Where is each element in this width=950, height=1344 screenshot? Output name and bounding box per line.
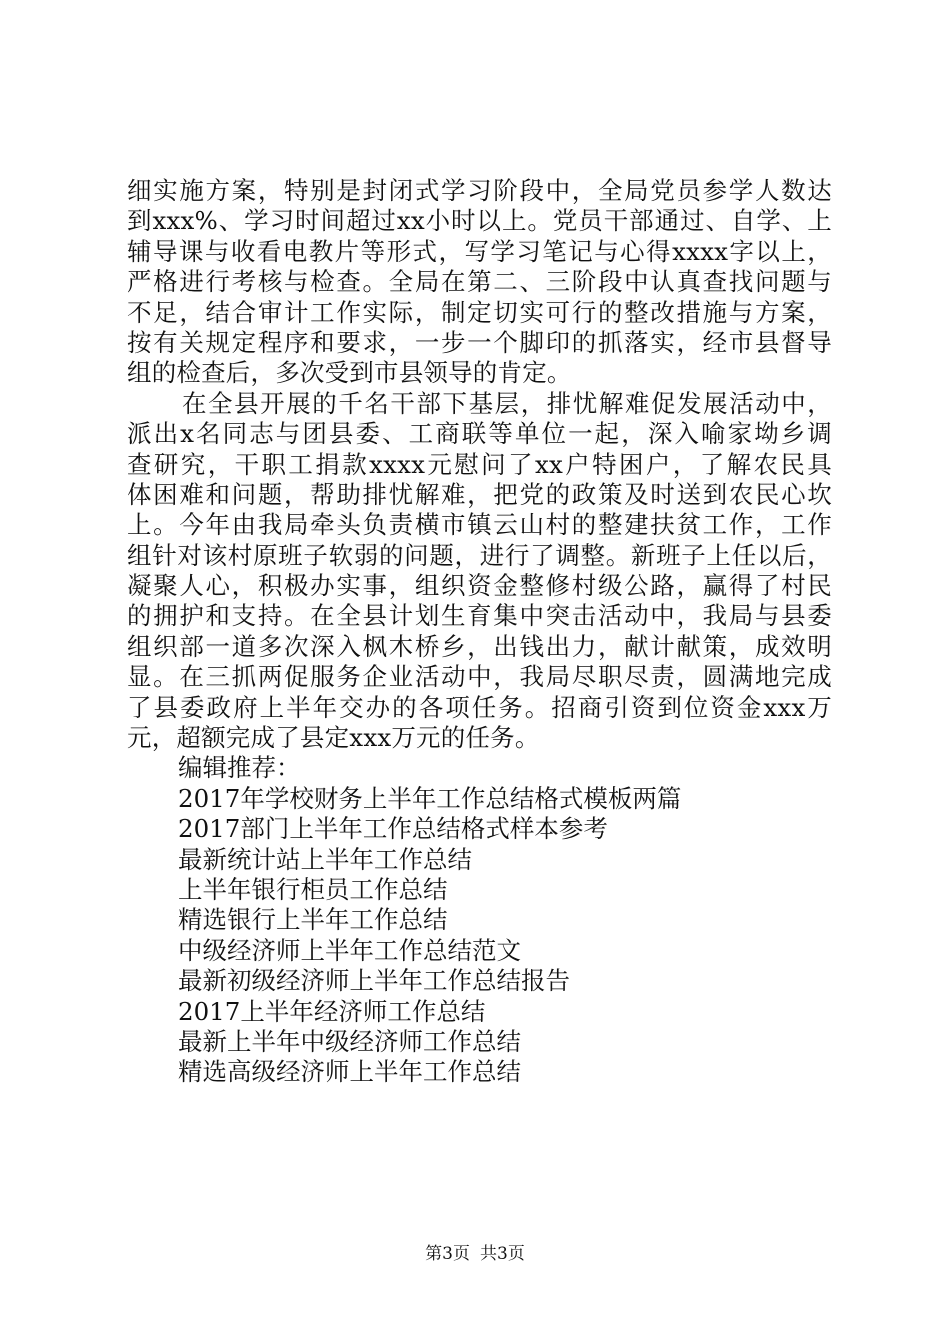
page-number: 第3页 <box>425 1244 470 1264</box>
text-line: 按有关规定程序和要求，一步一个脚印的抓落实，经市县督导 <box>127 327 832 357</box>
paragraph-1 <box>127 176 832 389</box>
recommend-link[interactable]: 上半年银行柜员工作总结 <box>178 874 448 904</box>
text-line: 体困难和问题，帮助排忧解难，把党的政策及时送到农民心坎 <box>127 479 832 509</box>
text-line: 组织部一道多次深入枫木桥乡，出钱出力，献计献策，成效明 <box>127 631 832 661</box>
recommend-link[interactable]: 2017上半年经济师工作总结 <box>178 996 486 1026</box>
text-line: 不足，结合审计工作实际，制定切实可行的整改措施与方案， <box>127 297 832 327</box>
text-line: 严格进行考核与检查。全局在第二、三阶段中认真查找问题与 <box>127 267 832 297</box>
text-line: 辅导课与收看电教片等形式，写学习笔记与心得xxxx字以上， <box>127 236 832 266</box>
recommend-link[interactable]: 2017部门上半年工作总结格式样本参考 <box>178 814 608 844</box>
recommend-link[interactable]: 2017年学校财务上半年工作总结格式模板两篇 <box>178 783 682 813</box>
text-line: 到xxx%、学习时间超过xx小时以上。党员干部通过、自学、上 <box>127 206 832 236</box>
recommend-link[interactable]: 中级经济师上半年工作总结范文 <box>178 935 521 965</box>
recommend-link[interactable]: 最新统计站上半年工作总结 <box>178 844 472 874</box>
recommend-list <box>127 784 832 1088</box>
recommend-link[interactable]: 最新初级经济师上半年工作总结报告 <box>178 966 570 996</box>
recommend-link[interactable]: 最新上半年中级经济师工作总结 <box>178 1026 521 1056</box>
text-line: 细实施方案，特别是封闭式学习阶段中，全局党员参学人数达 <box>127 176 832 205</box>
text-line: 在全县开展的千名干部下基层，排忧解难促发展活动中， <box>182 388 832 418</box>
text-line: 派出x名同志与团县委、工商联等单位一起，深入喻家坳乡调 <box>127 419 832 449</box>
text-line: 显。在三抓两促服务企业活动中，我局尽职尽责，圆满地完成 <box>127 662 832 692</box>
text-line: 凝聚人心，积极办实事，组织资金整修村级公路，赢得了村民 <box>127 571 832 601</box>
document-body <box>127 176 832 1088</box>
text-line: 组针对该村原班子软弱的问题，进行了调整。新班子上任以后， <box>127 540 832 570</box>
text-line: 了县委政府上半年交办的各项任务。招商引资到位资金xxx万 <box>127 692 832 722</box>
recommend-heading: 编辑推荐： <box>178 753 301 783</box>
text-line: 组的检查后，多次受到市县领导的肯定。 <box>127 358 572 388</box>
text-line: 的拥护和支持。在全县计划生育集中突击活动中，我局与县委 <box>127 601 832 631</box>
editor-recommendations <box>127 753 832 1087</box>
page-total: 共3页 <box>480 1244 525 1264</box>
text-line: 上。今年由我局牵头负责横市镇云山村的整建扶贫工作，工作 <box>127 510 832 540</box>
recommend-link[interactable]: 精选银行上半年工作总结 <box>178 905 448 935</box>
text-line: 元，超额完成了县定xxx万元的任务。 <box>127 723 540 753</box>
paragraph-2 <box>127 389 832 754</box>
recommend-link[interactable]: 精选高级经济师上半年工作总结 <box>178 1057 521 1087</box>
text-line: 查研究，干职工捐款xxxx元慰问了xx户特困户，了解农民具 <box>127 449 832 479</box>
page-footer <box>0 1243 950 1265</box>
